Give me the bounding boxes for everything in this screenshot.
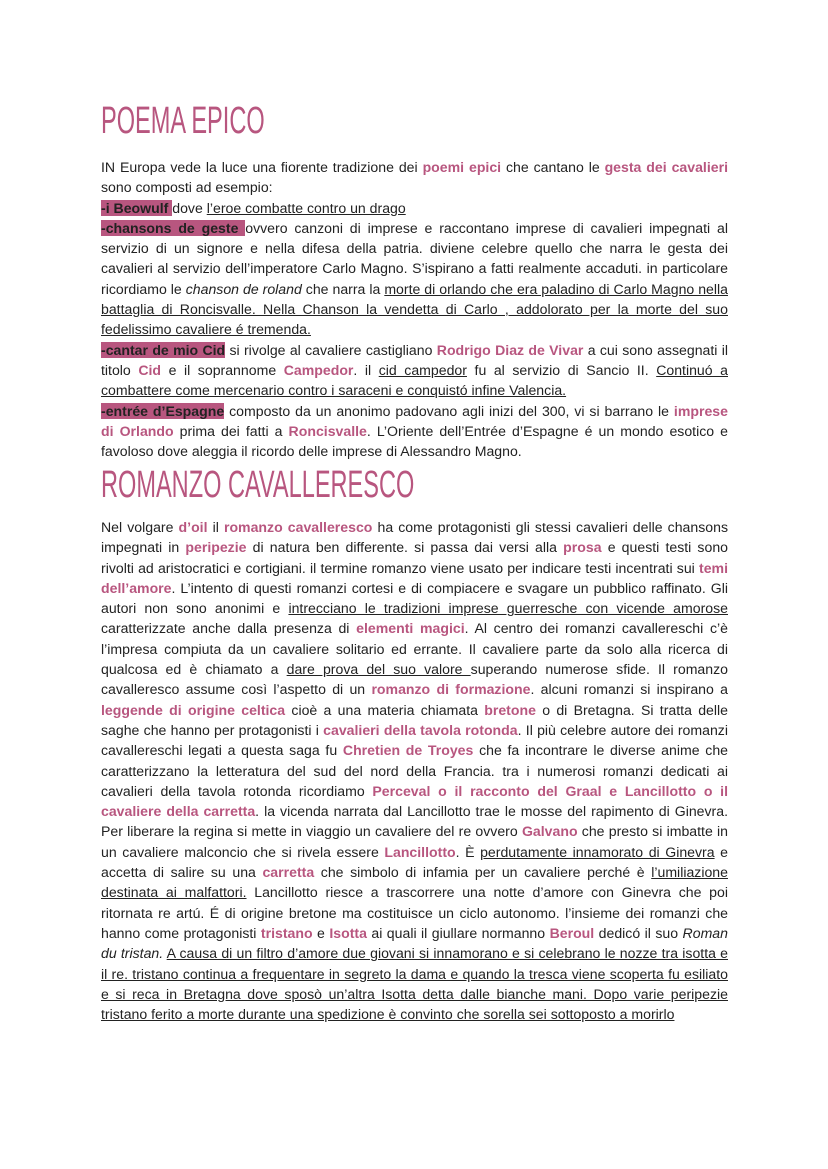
body-text: che fa incontrare le diverse anime che caratterizzano la letteratura del sud del nord della Francia. tra i numerosi romanzi dedicati ai cavalieri della tavola rotonda ricordiamo [101,742,729,799]
label-cantar: -cantar de mio Cid [101,341,226,358]
body-text: a cui sono assegnati il titolo [101,341,729,378]
body-text: prima dei fatti a [173,422,289,439]
body-text: superando numerose sfide. Il romanzo cavalleresco assume così l’aspetto di un [101,661,728,698]
body-text: fu al servizio di Sancio II. [466,361,657,378]
highlight-term: temi dell’amore [101,559,728,596]
body-text: e accetta di salire su una [101,843,728,881]
highlight-poemi-epici: poemi epici [422,159,502,175]
highlight-term: Galvano [521,823,578,840]
underline-cid-campedor: cid campedor [378,361,467,378]
intro-text: che cantano le [501,159,605,175]
underlined-text: perdutamente innamorato di Ginevra [480,843,715,860]
highlight-cid: Cid [138,361,162,378]
underlined-text: intrecciano le tradizioni imprese guerresche con vicende amorose [288,600,728,617]
highlight-term: Isotta [329,924,367,941]
body-text: caratterizzate anche dalla presenza di [101,620,357,637]
section-title-poema-epico: POEMA EPICO [101,100,265,142]
body-text: e il soprannome [161,361,284,378]
body-text: ha come protagonisti gli stessi cavalieri delle chansons impegnati in [101,519,729,556]
highlight-term: carretta [262,864,315,881]
body-text: ai quali il giullare normanno [366,924,550,941]
highlight-imprese-orlando: imprese di Orlando [101,402,728,439]
highlight-term: Lancillotto [384,843,456,860]
italic-title: Roman du tristan. [101,924,728,962]
body-text: e [312,924,330,941]
highlight-gesta: gesta dei cavalieri [604,159,728,175]
body-text: dove [172,199,207,216]
highlight-term: tristano [260,924,313,941]
body-text: . L’Oriente dell’Entrée d’Espagne é un mondo esotico e favoloso dove aleggia il ricordo delle imprese di Alessandro Magno. [101,422,729,460]
body-text: cioè a una materia chiamata [285,701,485,718]
highlight-term: bretone [484,701,536,718]
body-text: Lancillotto riesce a trascorrere una notte d’amore con Ginevra che poi ritornata re artú. É di origine bretone ma costituisce un ciclo autonomo. l’insieme dei romanzi che hanno come protagonisti [101,884,728,941]
paragraph [101,517,728,1024]
highlight-term: leggende di origine celtica [101,701,286,718]
body-text: . L’intento di questi romanzi cortesi e di compiacere e svagare un pubblico raffinato. Gli autori non sono anonimi e [101,579,728,617]
body-text: ovvero canzoni di imprese e raccontano imprese di cavalieri impegnati al servizio di un signore e nella difesa della patria. diviene celebre quello che narra le gesta dei cavalieri al servizio dell’imperatore Carlo Magno. S’ispirano a fatti realmente accaduti. in particolare ricordiamo le [101,219,728,297]
highlight-term: Chretien de Troyes [342,742,474,759]
intro-text: IN Europa vede la luce una fiorente tradizione dei [101,159,423,175]
underlined-text: A causa di un filtro d’amore due giovani si innamorano e si celebrano le nozze tra isotta e il re. tristano continua a frequentare in segreto la dama e quando la tresca viene scoperta fu esiliato e si reca in Bretagna dove sposò un’altra Isotta detta dalle bianche mani. Dopo varie peripezie tristano ferito a morte durante una spedizione è convinto che sorella sei sottoposto a morirlo [101,945,729,1023]
highlight-term: Beroul [549,924,595,941]
section-title-romanzo: ROMANZO CAVALLERESCO [101,464,415,506]
body-text: . alcuni romanzi si inspirano a [530,681,728,698]
highlight-term: peripezie [185,539,247,556]
underlined-text: l’umiliazione destinata ai malfattori. [101,864,728,901]
highlight-term: prosa [563,539,602,556]
body-text: . Il più celebre autore dei romanzi cavallereschi legati a questa saga fu [101,721,728,759]
italic-chanson-roland: chanson de roland [185,280,302,297]
highlight-term: romanzo di formazione [371,681,531,698]
highlight-rodrigo: Rodrigo Diaz de Vivar [436,341,584,358]
body-text: si rivolge al cavaliere castigliano [225,341,437,358]
highlight-campedor: Campedor [283,361,354,378]
body-text: . È [455,843,481,860]
body-text: e questi testi sono rivolti ad aristocratici e cortigiani. il termine romanzo viene usato per indicare testi incentrati sui [101,539,728,576]
body-text: che presto si imbatte in un cavaliere malconcio che si rivela essere [101,823,729,860]
body-text: . il [353,361,379,378]
underlined-text: dare prova del suo valore [286,661,471,678]
body-text: Nel volgare [101,519,179,535]
highlight-term: d’oil [178,519,208,535]
body-text: composto da un anonimo padovano agli inizi del 300, vi si barrano le [224,402,674,419]
intro-text: sono composti ad esempio: [101,179,273,196]
highlight-roncisvalle: Roncisvalle [288,422,367,439]
underline-valencia: Continuó a combattere come mercenario contro i saraceni e conquistó infine Valencia. [101,361,728,399]
body-text: o di Bretagna. Si tratta delle saghe che hanno per protagonisti i [101,701,728,738]
highlight-term: Perceval o il racconto del Graal e Lancillotto o il cavaliere della carretta [101,782,729,820]
underline-drago: l’eroe combatte contro un drago [206,199,406,216]
highlight-term: romanzo cavalleresco [223,519,373,535]
highlight-term: elementi magici [356,620,465,637]
body-text: il [207,519,224,535]
body-text: di natura ben differente. si passa dai versi alla [246,539,564,556]
label-chansons: -chansons de geste [101,219,246,236]
underline-orlando: morte di orlando che era paladino di Carlo Magno nella battaglia di Roncisvalle. Nella Chanson la vendetta di Carlo , addolorato per la morte del suo fedelissimo cavaliere é tremenda. [101,280,728,338]
body-text: . la vicenda narrata dal Lancillotto trae le mosse del rapimento di Ginevra. Per liberare la regina si mette in viaggio un cavaliere del re ovvero [101,803,728,840]
label-beowulf: -i Beowulf [101,199,173,216]
body-text: dedicó il suo [594,924,683,941]
section-body-romanzo [101,517,728,1024]
body-text: . Al centro dei romanzi cavallereschi c’è l’impresa compiuta da un cavaliere solitario ed errante. Il cavaliere parte da solo alla ricerca di qualcosa ed è chiamato a [101,620,728,678]
body-text: che simbolo di infamia per un cavaliere perché è [314,864,652,881]
label-entree: -entrée d’Espagne [101,402,225,419]
section-body-poema-epico [101,157,728,461]
highlight-term: cavalieri della tavola rotonda [323,721,518,738]
body-text: che narra la [301,280,385,297]
